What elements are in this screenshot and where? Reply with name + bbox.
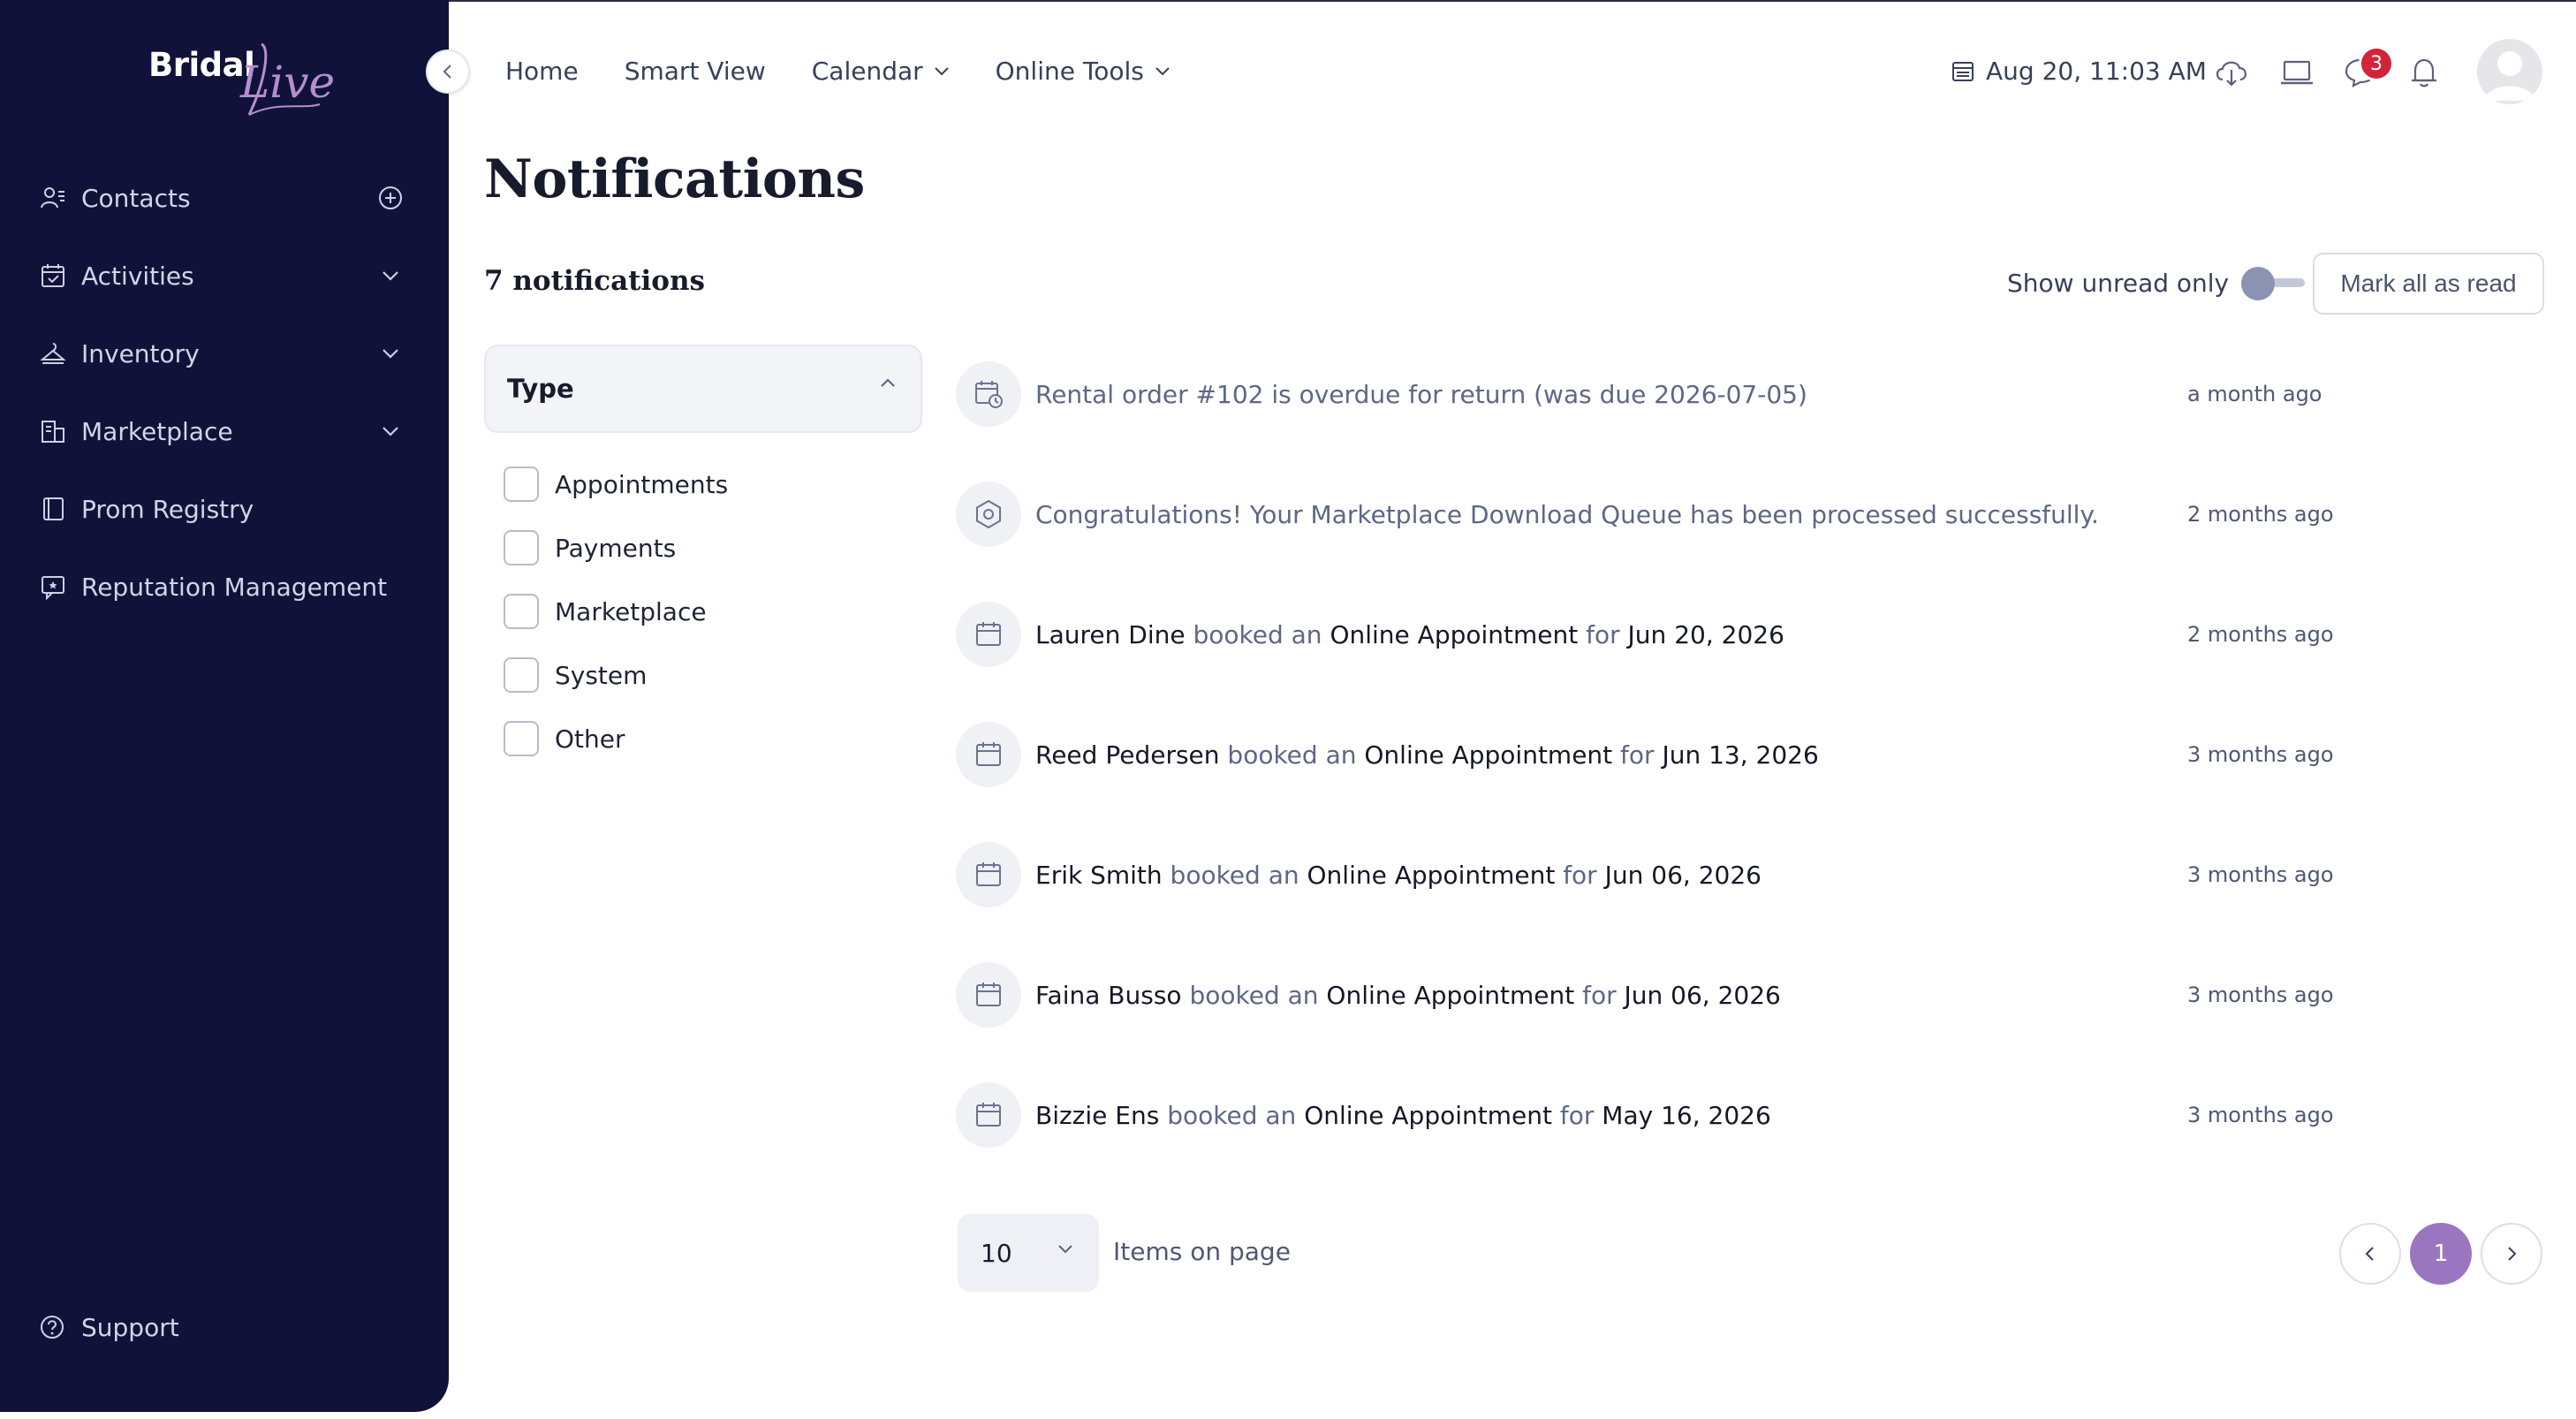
filter-option-marketplace[interactable] bbox=[504, 580, 728, 643]
notification-highlight: Online Appointment bbox=[1330, 619, 1579, 649]
notification-text bbox=[1035, 740, 1819, 770]
notification-fragment: booked an bbox=[1159, 1100, 1305, 1130]
collapse-sidebar-button[interactable] bbox=[426, 49, 470, 94]
brand-logo[interactable] bbox=[148, 37, 336, 122]
contacts-icon bbox=[39, 184, 67, 212]
notification-highlight: Online Appointment bbox=[1364, 740, 1613, 770]
notification-text bbox=[1035, 380, 1807, 409]
review-icon bbox=[39, 573, 67, 601]
notification-text bbox=[1035, 861, 1762, 890]
storefront-icon bbox=[39, 417, 67, 445]
notification-item[interactable] bbox=[956, 1055, 2334, 1175]
filter-option-label: Payments bbox=[555, 533, 677, 563]
notification-text bbox=[1035, 981, 1781, 1010]
checkbox[interactable] bbox=[504, 594, 539, 629]
notification-count: 7 notifications bbox=[484, 265, 705, 297]
notification-fragment: for bbox=[1612, 740, 1663, 770]
current-datetime[interactable] bbox=[1951, 57, 2207, 86]
help-circle-icon bbox=[39, 1314, 67, 1342]
topnav-calendar[interactable] bbox=[812, 57, 950, 86]
filter-option-label: Other bbox=[555, 724, 625, 754]
sidebar-item-inventory[interactable] bbox=[0, 315, 449, 392]
sidebar-item-activities[interactable] bbox=[0, 237, 449, 315]
sidebar bbox=[0, 0, 449, 1412]
notification-time: 2 months ago bbox=[2187, 622, 2334, 647]
notification-text bbox=[1035, 500, 2099, 529]
notification-fragment: for bbox=[1574, 980, 1625, 1010]
notification-fragment: booked an bbox=[1219, 740, 1365, 770]
notification-highlight: Jun 06, 2026 bbox=[1604, 860, 1762, 890]
notification-fragment: Congratulations! Your Marketplace Download Queue has been processed successfully. bbox=[1035, 499, 2099, 529]
sidebar-item-label: Contacts bbox=[81, 183, 191, 213]
notification-text bbox=[1035, 1101, 1771, 1130]
sidebar-item-reputation-management[interactable] bbox=[0, 548, 449, 626]
prev-page-button[interactable] bbox=[2339, 1223, 2401, 1285]
cloud-download-icon[interactable] bbox=[2212, 53, 2251, 92]
items-per-page-label: Items on page bbox=[1113, 1237, 1291, 1266]
chevron-down-icon bbox=[934, 66, 950, 77]
notification-time: 3 months ago bbox=[2187, 862, 2334, 887]
book-icon bbox=[39, 495, 67, 523]
notification-item[interactable] bbox=[956, 815, 2334, 935]
chevron-left-icon bbox=[441, 63, 455, 80]
support-label: Support bbox=[81, 1313, 179, 1342]
topnav-label: Online Tools bbox=[995, 57, 1144, 86]
topnav-smart-view[interactable] bbox=[625, 57, 766, 86]
mark-all-read-button[interactable]: Mark all as read bbox=[2313, 253, 2544, 315]
top-nav bbox=[505, 57, 1216, 86]
sidebar-item-prom-registry[interactable] bbox=[0, 470, 449, 548]
topnav-online-tools[interactable] bbox=[996, 57, 1171, 86]
sidebar-item-contacts[interactable] bbox=[0, 159, 449, 237]
support-link[interactable] bbox=[39, 1313, 179, 1342]
chevron-right-icon bbox=[2505, 1245, 2518, 1263]
notification-fragment: booked an bbox=[1185, 619, 1330, 649]
user-avatar[interactable] bbox=[2477, 39, 2542, 104]
brand-name-part1: Bridal bbox=[148, 46, 255, 84]
brand-name-part2: Live bbox=[240, 57, 336, 108]
hanger-icon bbox=[39, 339, 67, 368]
items-per-page-select[interactable] bbox=[958, 1214, 1099, 1292]
notification-fragment: booked an bbox=[1181, 980, 1327, 1010]
user-icon bbox=[2477, 39, 2542, 104]
notification-item[interactable] bbox=[956, 454, 2334, 574]
register-icon bbox=[1951, 60, 1975, 83]
laptop-icon[interactable] bbox=[2277, 53, 2316, 92]
checkbox[interactable] bbox=[504, 721, 539, 756]
notification-fragment: Rental order #102 is overdue for return (was due 2026-07-05) bbox=[1035, 379, 1807, 409]
next-page-button[interactable] bbox=[2481, 1223, 2542, 1285]
sidebar-item-marketplace[interactable] bbox=[0, 392, 449, 470]
notification-highlight: Bizzie Ens bbox=[1035, 1100, 1160, 1130]
notification-highlight: Online Appointment bbox=[1307, 860, 1556, 890]
calendar-icon bbox=[956, 962, 1021, 1028]
notification-fragment: for bbox=[1578, 619, 1628, 649]
notification-time: 3 months ago bbox=[2187, 1103, 2334, 1127]
notification-item[interactable] bbox=[956, 694, 2334, 815]
show-unread-label: Show unread only bbox=[2007, 268, 2230, 298]
toggle-switch[interactable] bbox=[2241, 265, 2310, 300]
notification-highlight: Jun 20, 2026 bbox=[1627, 619, 1784, 649]
notification-highlight: Jun 13, 2026 bbox=[1662, 740, 1819, 770]
show-unread-toggle[interactable] bbox=[2007, 265, 2310, 300]
calendar-icon bbox=[956, 842, 1021, 907]
notification-highlight: Jun 06, 2026 bbox=[1624, 980, 1781, 1010]
topnav-label: Home bbox=[505, 57, 579, 86]
top-border bbox=[449, 0, 2576, 2]
filter-title: Type bbox=[507, 374, 574, 404]
add-circle-icon[interactable] bbox=[376, 184, 405, 212]
sidebar-item-label: Reputation Management bbox=[81, 572, 388, 602]
datetime-label: Aug 20, 11:03 AM bbox=[1986, 57, 2207, 86]
bell-icon[interactable] bbox=[2405, 53, 2443, 92]
page-title: Notifications bbox=[484, 148, 865, 210]
topnav-label: Calendar bbox=[811, 57, 923, 86]
type-filter-options bbox=[504, 452, 728, 770]
chevron-down-icon bbox=[1057, 1244, 1074, 1255]
notification-highlight: Lauren Dine bbox=[1035, 619, 1186, 649]
toggle-knob bbox=[2241, 267, 2275, 300]
sidebar-item-label: Marketplace bbox=[81, 416, 233, 446]
sidebar-item-label: Inventory bbox=[81, 338, 200, 368]
chevron-up-icon bbox=[878, 376, 898, 389]
chevron-down-icon[interactable] bbox=[376, 417, 405, 445]
notification-item[interactable] bbox=[956, 935, 2334, 1055]
notification-time: 3 months ago bbox=[2187, 742, 2334, 767]
notification-time: 3 months ago bbox=[2187, 983, 2334, 1007]
notification-highlight: Faina Busso bbox=[1035, 980, 1182, 1010]
notification-highlight: May 16, 2026 bbox=[1602, 1100, 1771, 1130]
current-page-button[interactable]: 1 bbox=[2410, 1223, 2472, 1285]
chevron-down-icon bbox=[1155, 66, 1171, 77]
notification-time: 2 months ago bbox=[2187, 502, 2334, 527]
notification-fragment: booked an bbox=[1162, 860, 1307, 890]
filter-option-label: System bbox=[555, 660, 648, 690]
chevron-down-icon[interactable] bbox=[376, 262, 405, 290]
notification-highlight: Erik Smith bbox=[1035, 860, 1163, 890]
notification-fragment: for bbox=[1551, 1100, 1602, 1130]
topnav-home[interactable] bbox=[505, 57, 579, 86]
checkbox[interactable] bbox=[504, 467, 539, 502]
messages-badge: 3 bbox=[2359, 46, 2394, 81]
type-filter-header[interactable] bbox=[484, 345, 922, 433]
filter-option-label: Appointments bbox=[555, 469, 729, 499]
notification-item[interactable] bbox=[956, 334, 2334, 454]
notification-highlight: Online Appointment bbox=[1326, 980, 1575, 1010]
chevron-left-icon bbox=[2364, 1245, 2376, 1263]
chevron-down-icon[interactable] bbox=[376, 339, 405, 368]
notification-time: a month ago bbox=[2187, 382, 2322, 406]
notification-text bbox=[1035, 620, 1784, 649]
topnav-label: Smart View bbox=[624, 57, 766, 86]
filter-option-appointments[interactable] bbox=[504, 452, 728, 516]
sidebar-nav bbox=[0, 159, 449, 626]
filter-option-other[interactable] bbox=[504, 707, 728, 770]
calendar-icon bbox=[956, 1082, 1021, 1148]
checkbox[interactable] bbox=[504, 657, 539, 693]
overdue-calendar-icon bbox=[956, 361, 1021, 427]
per-page-value: 10 bbox=[981, 1238, 1012, 1268]
notification-highlight: Reed Pedersen bbox=[1035, 740, 1220, 770]
calendar-check-icon bbox=[39, 262, 67, 290]
notification-fragment: for bbox=[1555, 860, 1605, 890]
sidebar-item-label: Prom Registry bbox=[81, 494, 254, 524]
checkbox[interactable] bbox=[504, 530, 539, 565]
notification-list bbox=[956, 334, 2334, 1175]
notification-highlight: Online Appointment bbox=[1304, 1100, 1552, 1130]
calendar-icon bbox=[956, 722, 1021, 787]
filter-option-payments[interactable] bbox=[504, 516, 728, 580]
sidebar-item-label: Activities bbox=[81, 261, 194, 291]
filter-option-system[interactable] bbox=[504, 643, 728, 707]
filter-option-label: Marketplace bbox=[555, 596, 707, 626]
calendar-icon bbox=[956, 602, 1021, 667]
system-hexagon-icon bbox=[956, 482, 1021, 547]
notification-item[interactable] bbox=[956, 574, 2334, 694]
